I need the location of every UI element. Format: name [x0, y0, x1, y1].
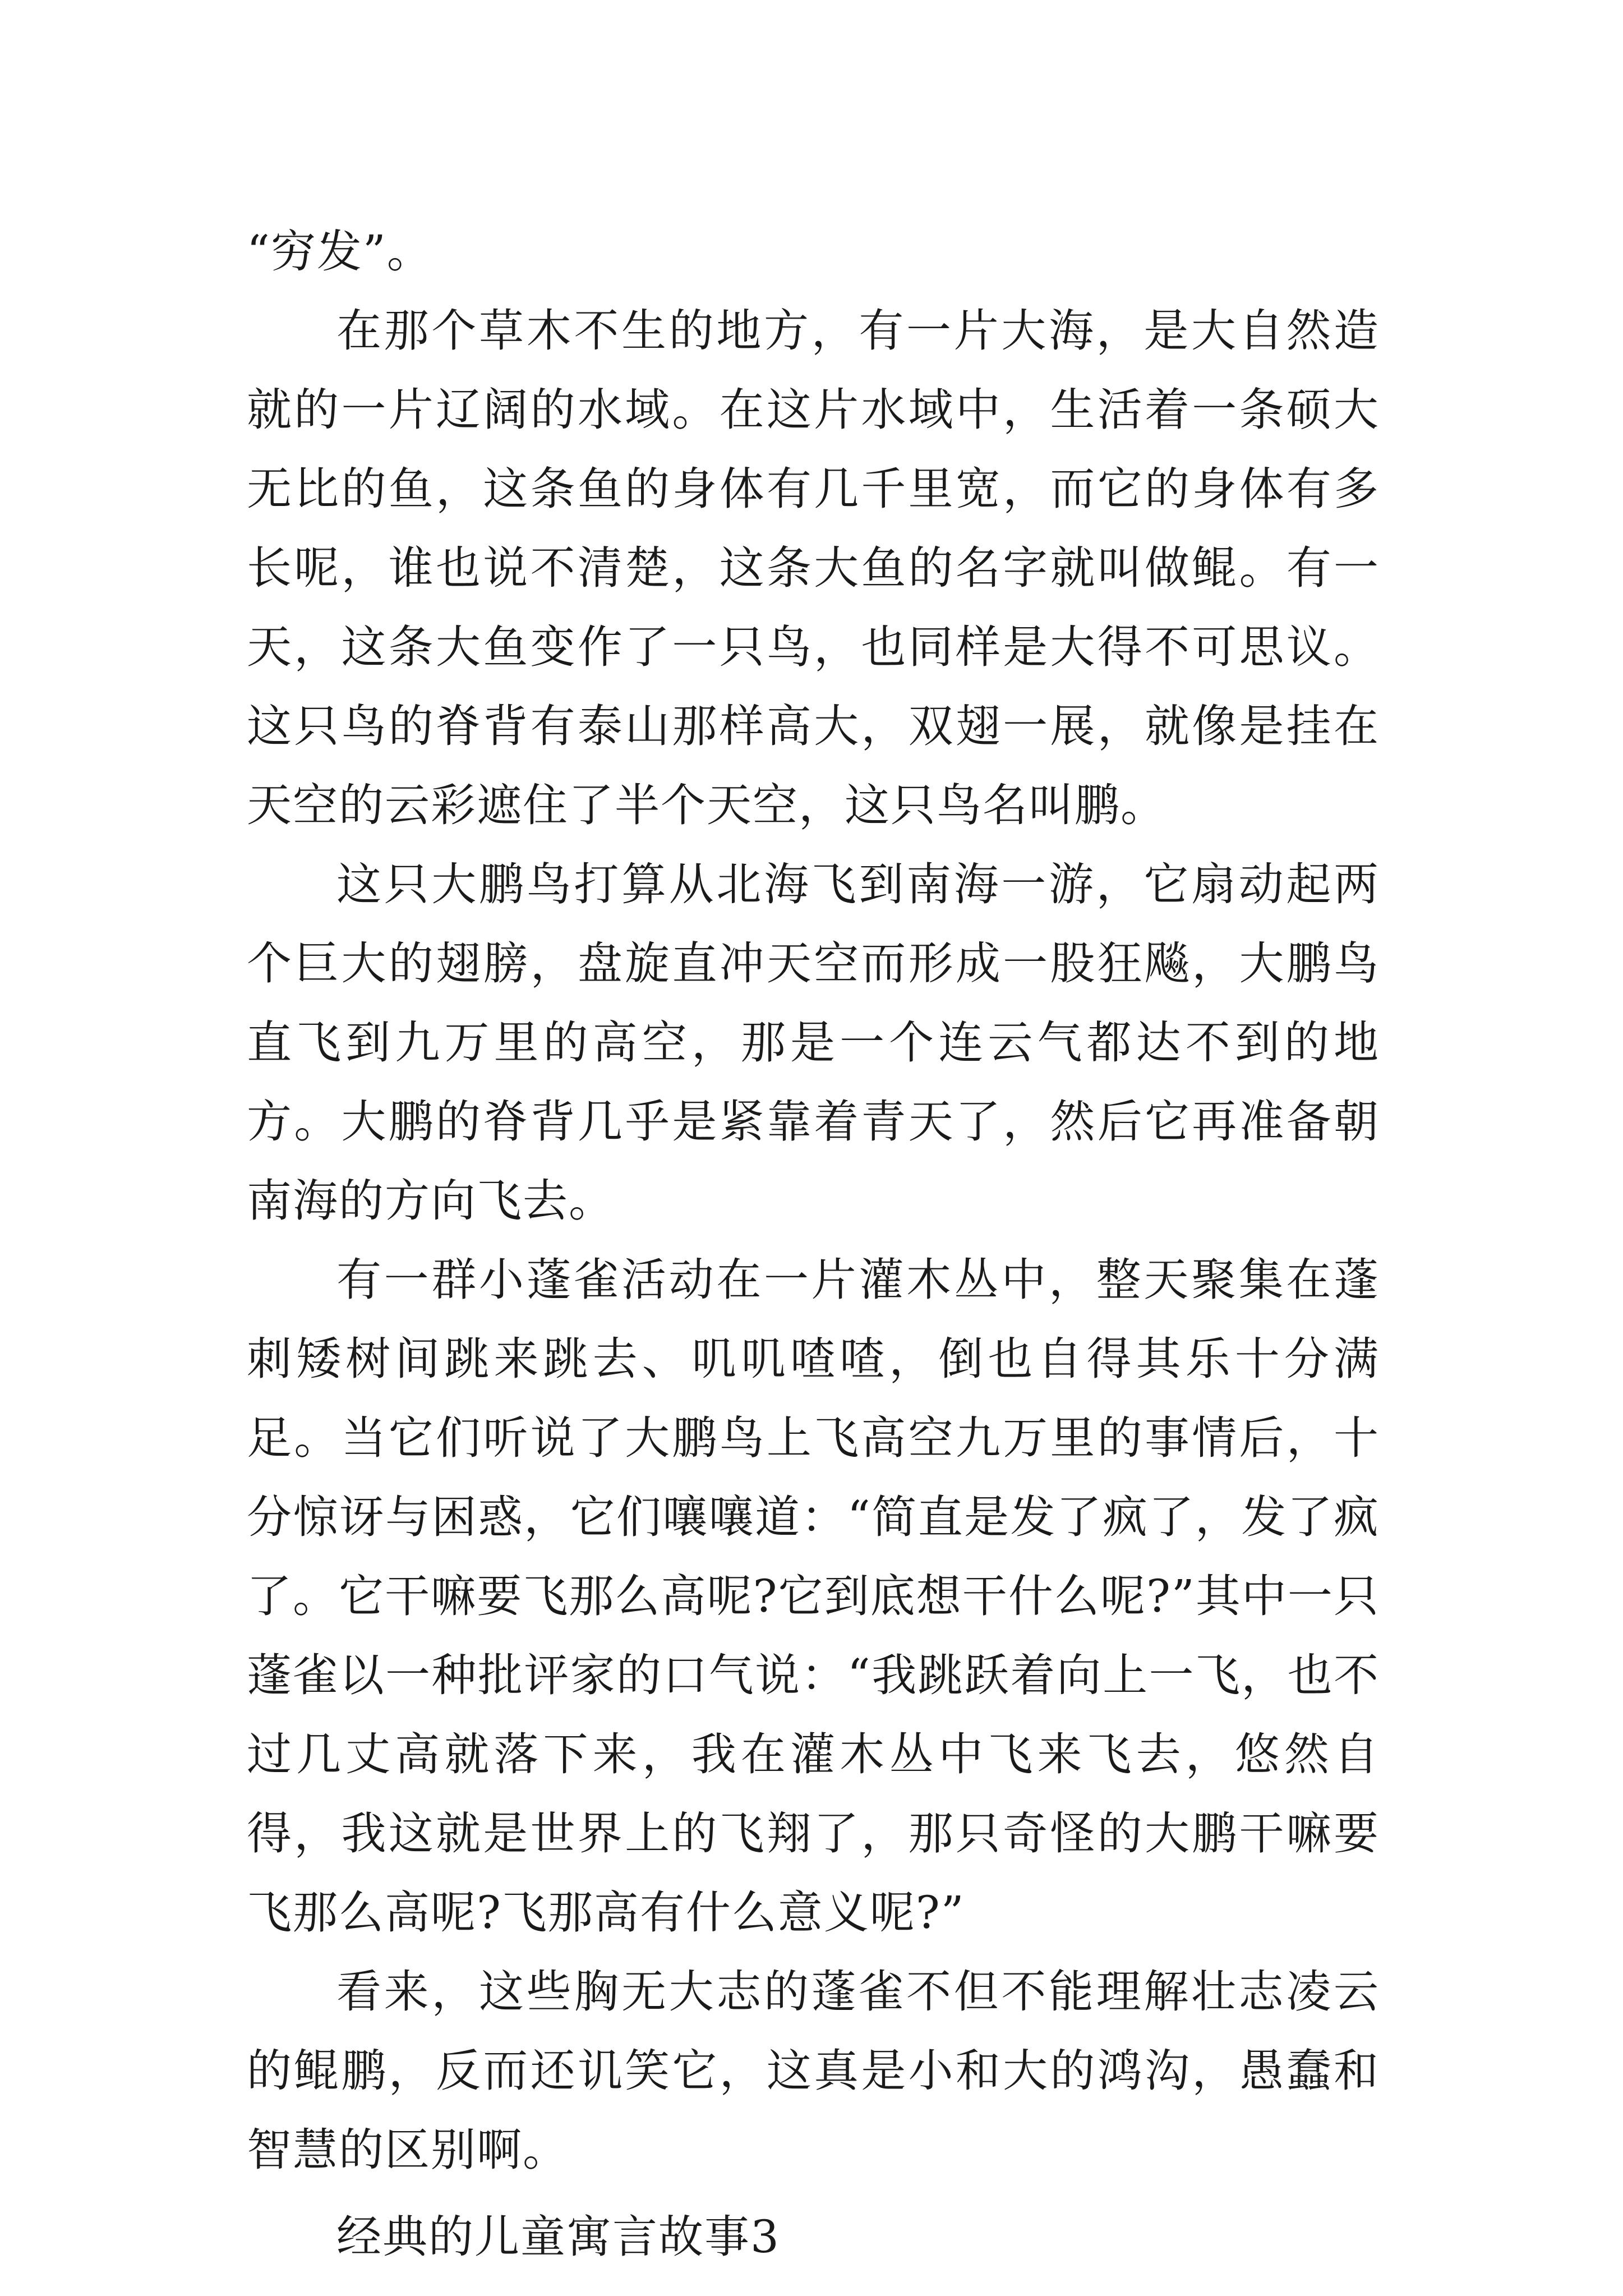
- document-body: [247, 212, 1380, 2276]
- paragraph-4: 有一群小蓬雀活动在一片灌木丛中，整天聚集在蓬刺矮树间跳来跳去、叽叽喳喳，倒也自得其乐十分满足。当它们听说了大鹏鸟上飞高空九万里的事情后，十分惊讶与困惑，它们嚷嚷道：“简直是发了疯了，发了疯了。它干嘛要飞那么高呢?它到底想干什么呢?”其中一只蓬雀以一种批评家的口气说：“我跳跃着向上一飞，也不过几丈高就落下来，我在灌木丛中飞来飞去，悠然自得，我这就是世界上的飞翔了，那只奇怪的大鹏干嘛要飞那么高呢?飞那高有什么意义呢?”: [247, 1254, 1380, 1939]
- section-heading: 经典的儿童寓言故事3: [336, 2211, 780, 2263]
- paragraph-2: 在那个草木不生的地方，有一片大海，是大自然造就的一片辽阔的水域。在这片水域中，生活着一条硕大无比的鱼，这条鱼的身体有几千里宽，而它的身体有多长呢，谁也说不清楚，这条大鱼的名字就叫做鲲。有一天，这条大鱼变作了一只鸟，也同样是大得不可思议。这只鸟的脊背有泰山那样高大，双翅一展，就像是挂在天空的云彩遮住了半个天空，这只鸟名叫鹏。: [247, 305, 1380, 831]
- paragraph-5: 看来，这些胸无大志的蓬雀不但不能理解壮志凌云的鲲鹏，反而还讥笑它，这真是小和大的鸿沟，愚蠢和智慧的区别啊。: [247, 1966, 1380, 2176]
- paragraph-3: 这只大鹏鸟打算从北海飞到南海一游，它扇动起两个巨大的翅膀，盘旋直冲天空而形成一股狂飚，大鹏鸟直飞到九万里的高空，那是一个连云气都达不到的地方。大鹏的脊背几乎是紧靠着青天了，然后它再准备朝南海的方向飞去。: [247, 858, 1380, 1227]
- paragraph-1: “穷发”。: [247, 226, 433, 278]
